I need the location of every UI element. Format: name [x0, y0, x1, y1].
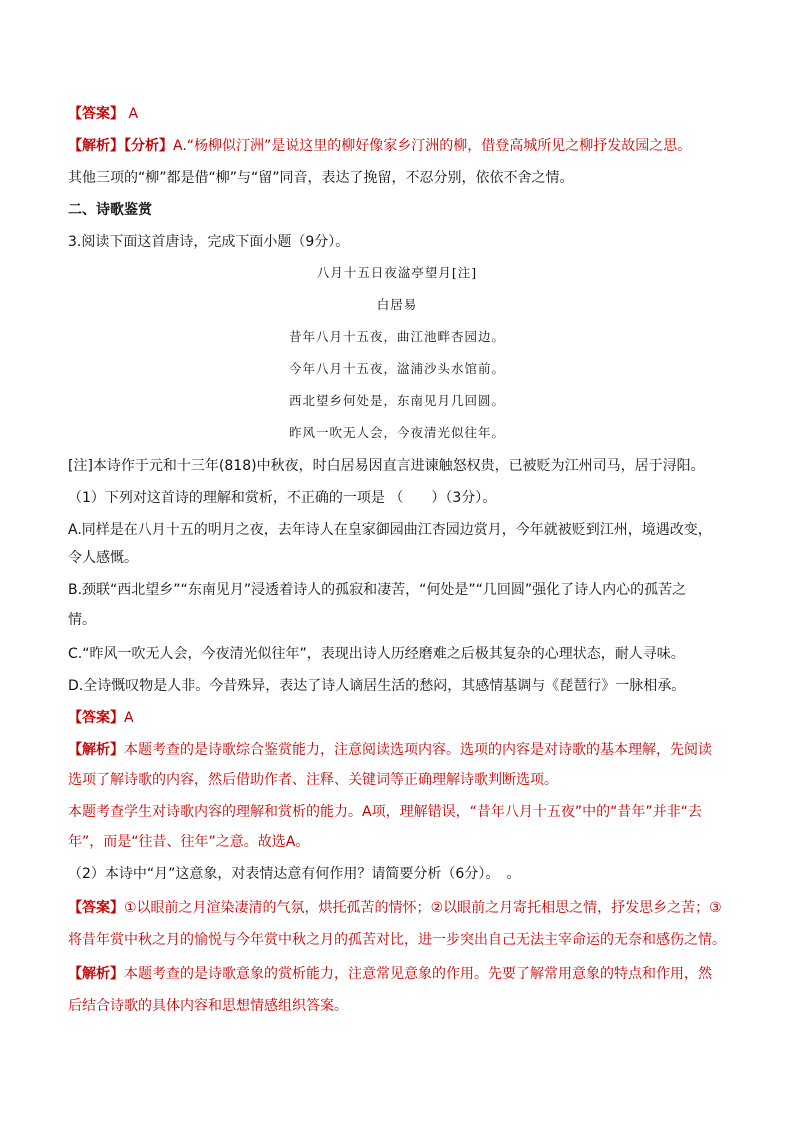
poem-note: [注]本诗作于元和十三年(818)中秋夜，时白居易因直言进谏触怒权贵，已被贬为江州司马，居于浔阳。 [68, 458, 705, 474]
question-3-stem: 3.阅读下面这首唐诗，完成下面小题（9分）。 [68, 234, 350, 250]
poem-line: 西北望乡何处是，东南见月几回圆。 [288, 393, 505, 408]
q1-analysis-line-1 [68, 740, 728, 760]
q1-option-b: B.颈联“西北望乡”“东南见月”浸透着诗人的孤寂和凄苦，“何处是”“几回圆”强化了诗人内心的孤苦之 [68, 582, 687, 598]
analysis-label: 【解析】【分析】 [68, 138, 173, 154]
q1-option-a-cont: 令人感慨。 [68, 550, 138, 566]
answer-line-1 [68, 104, 728, 124]
analysis-quote: “昔年八月十五夜”中的“昔年”并非“去 [469, 804, 702, 820]
answer-value: A [128, 106, 139, 122]
q1-stem: （1）下列对这首诗的理解和赏析，不正确的一项是 （ ）（3分）。 [68, 490, 497, 506]
q1-option-a: A.同样是在八月十五的明月之夜，去年诗人在皇家御园曲江杏园边赏月，今年就被贬到江州，境遇改变， [68, 522, 712, 538]
q1-option-b-cont: 情。 [68, 612, 96, 628]
answer-label: 【答案】 [68, 710, 124, 726]
analysis-quote: 年” [68, 834, 90, 850]
answer-label: 【答案】 [68, 106, 124, 122]
poem-title: 八月十五日夜湓亭望月[注] [316, 265, 478, 280]
analysis-text: ，而是“往昔、往年”之意。故选A。 [89, 834, 310, 850]
answer-text: ①以眼前之月渲染凄清的气氛，烘托孤苦的情怀； [124, 900, 431, 916]
answer-value: A [124, 710, 134, 726]
q1-analysis-line-4 [68, 832, 728, 852]
answer-text: ②以眼前之月寄托相思之情，抒发思乡之苦；③ [430, 900, 722, 916]
analysis-label: 【解析】 [68, 966, 124, 982]
q2-analysis-line-1 [68, 964, 728, 984]
q1-option-c: C.“昨风一吹无人会，今夜清光似往年”，表现出诗人历经磨难之后极其复杂的心理状态，耐人寻味。 [68, 646, 685, 662]
analysis-text: 本题考查的是诗歌综合鉴赏能力，注意阅读选项内容。选项的内容是对诗歌的基本理解，先阅读 [124, 742, 712, 758]
q2-answer-line-2: 将昔年赏中秋之月的愉悦与今年赏中秋之月的孤苦对比，进一步突出自己无法主宰命运的无奈和感伤之情。 [68, 932, 726, 948]
q2-analysis-line-2: 后结合诗歌的具体内容和思想情感组织答案。 [68, 998, 348, 1014]
analysis-text: 本题考查学生对诗歌内容的理解和赏析的能力。A项，理解错误， [68, 804, 470, 820]
analysis-text: 本题考查的是诗歌意象的赏析能力，注意常见意象的作用。先要了解常用意象的特点和作用，然 [124, 966, 712, 982]
q1-analysis-line-2: 选项了解诗歌的内容，然后借助作者、注释、关键词等正确理解诗歌判断选项。 [68, 772, 558, 788]
analysis-line-2: 其他三项的“柳”都是借“柳”与“留”同音，表达了挽留，不忍分别，依依不舍之情。 [68, 170, 574, 186]
q1-answer-line [68, 708, 728, 728]
q1-option-d: D.全诗慨叹物是人非。今昔殊异，表达了诗人谪居生活的愁闷，其感情基调与《琵琶行》一脉相承。 [68, 678, 686, 694]
analysis-line-1 [68, 136, 728, 156]
poem-line: 今年八月十五夜，湓浦沙头水馆前。 [288, 361, 505, 376]
poem-line: 昔年八月十五夜，曲江池畔杏园边。 [288, 329, 505, 344]
analysis-text: A.“杨柳似汀洲”是说这里的柳好像家乡汀洲的柳，借登高城所见之柳抒发故园之思。 [173, 138, 692, 154]
q2-answer-line-1 [68, 898, 728, 918]
poem-author: 白居易 [376, 297, 418, 312]
poem-line: 昨风一吹无人会，今夜清光似往年。 [288, 425, 505, 440]
analysis-label: 【解析】 [68, 742, 124, 758]
answer-label: 【答案】 [68, 900, 124, 916]
q2-stem: （2）本诗中“月”这意象，对表情达意有何作用？请简要分析（6分）。 。 [68, 866, 521, 882]
section-title: 二、诗歌鉴赏 [68, 202, 152, 218]
q1-analysis-line-3 [68, 802, 728, 822]
